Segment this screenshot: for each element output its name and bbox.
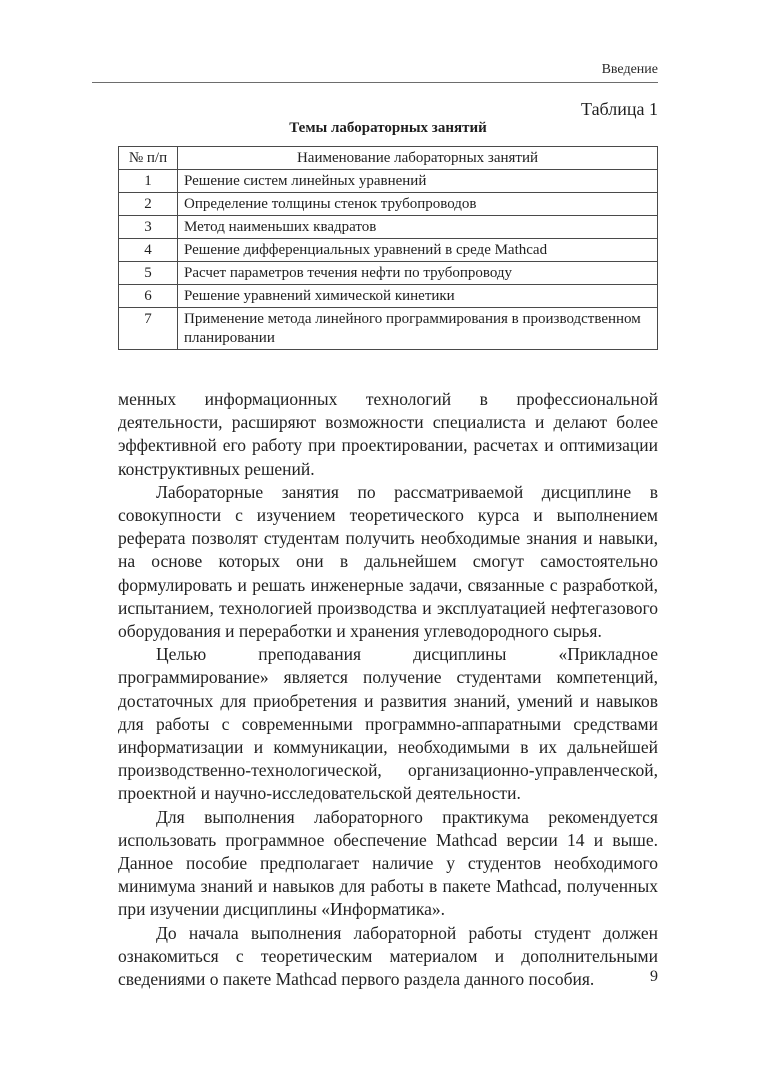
paragraph: Лабораторные занятия по рассматриваемой дисциплине в совокупности с изучением теоретического курса и выполнением реферата позволят студентам получить необходимые знания и навыки, на основе которых они в дальнейшем смогут самостоятельно формулировать и решать инженерные задачи, связанные с разработкой, испытанием, технологией производства и эксплуатацией нефтегазового оборудования и переработки и хранения углеводородного сырья.: [118, 481, 658, 642]
row-title: Расчет параметров течения нефти по трубопроводу: [178, 262, 658, 285]
row-number: 7: [119, 308, 178, 350]
row-number: 6: [119, 285, 178, 308]
row-number: 1: [119, 170, 178, 193]
table-row: [119, 239, 658, 262]
lab-topics-table: [118, 146, 658, 350]
table-header-row: [119, 147, 658, 170]
running-header: Введение: [601, 62, 658, 77]
paragraph-continuation: менных информационных технологий в профессиональной деятельности, расширяют возможности специалиста и делают более эффективной его работу при проектировании, расчетах и оптимизации конструктивных решений.: [118, 389, 658, 479]
table-row: [119, 262, 658, 285]
paragraph: Для выполнения лабораторного практикума рекомендуется использовать программное обеспечение Mathcad версии 14 и выше. Данное пособие предполагает наличие у студентов необходимого минимума знаний и навыков для работы в пакете Mathcad, полученных при изучении дисциплины «Информатика».: [118, 806, 658, 920]
column-header-title: Наименование лабораторных занятий: [178, 147, 658, 170]
row-title: Определение толщины стенок трубопроводов: [178, 193, 658, 216]
table-row: [119, 308, 658, 350]
table-row: [119, 170, 658, 193]
table-row: [119, 193, 658, 216]
paragraph: Целью преподавания дисциплины «Прикладное программирование» является получение студентами компетенций, достаточных для приобретения и развития знаний, умений и навыков для работы с современными программно-аппаратными средствами информатизации и коммуникации, необходимыми в их дальнейшей производственно-технологической, организационно-управленческой, проектной и научно-исследовательской деятельности.: [118, 644, 658, 804]
row-title: Метод наименьших квадратов: [178, 216, 658, 239]
row-number: 5: [119, 262, 178, 285]
row-number: 2: [119, 193, 178, 216]
table-row: [119, 285, 658, 308]
column-header-number: № п/п: [119, 147, 178, 170]
table-number-label: Таблица 1: [581, 99, 658, 119]
table-row: [119, 216, 658, 239]
table-caption: Темы лабораторных занятий: [289, 120, 487, 136]
paragraph: До начала выполнения лабораторной работы студент должен ознакомиться с теоретическим материалом и дополнительными сведениями о пакете Mathcad первого раздела данного пособия.: [118, 922, 658, 990]
header-divider: [92, 82, 658, 83]
row-number: 3: [119, 216, 178, 239]
row-title: Решение дифференциальных уравнений в среде Mathcad: [178, 239, 658, 262]
body-text: [118, 388, 658, 991]
row-title: Применение метода линейного программирования в производственном планировании: [178, 308, 658, 350]
page-number: 9: [650, 968, 658, 985]
row-title: Решение уравнений химической кинетики: [178, 285, 658, 308]
row-title: Решение систем линейных уравнений: [178, 170, 658, 193]
row-number: 4: [119, 239, 178, 262]
